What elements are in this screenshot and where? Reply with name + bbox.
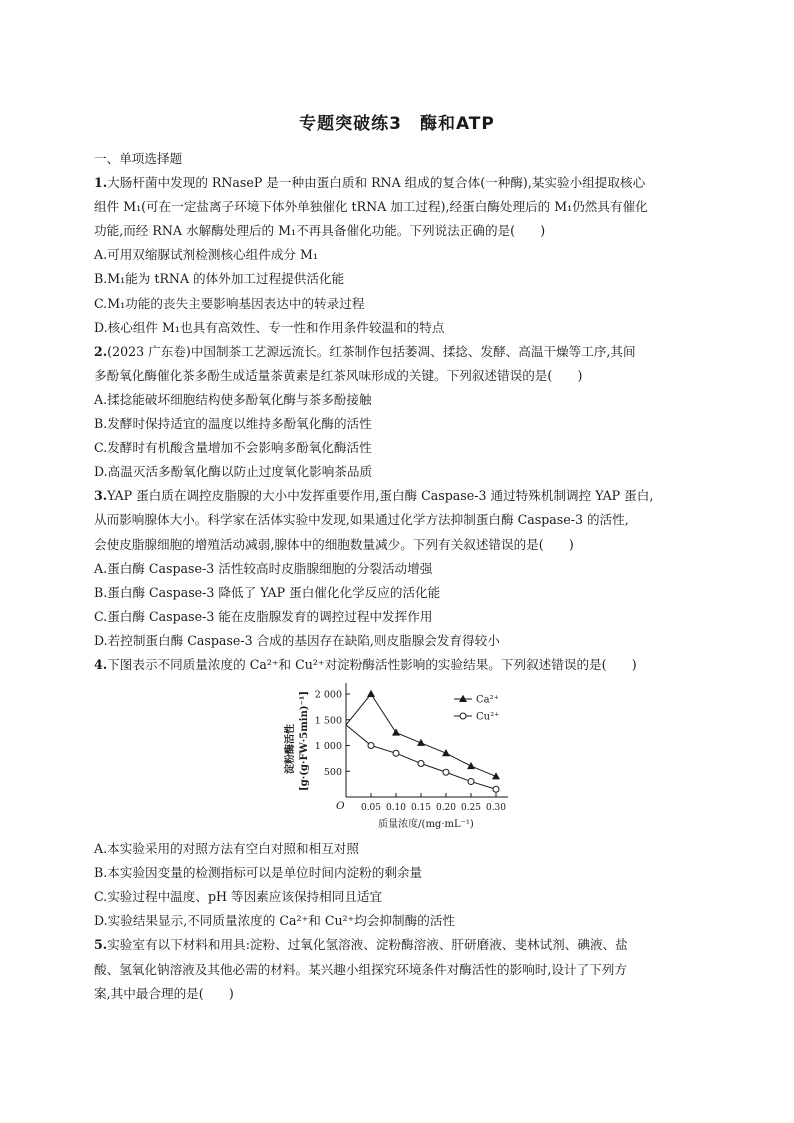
option-d: D.实验结果显示,不同质量浓度的 Ca²⁺和 Cu²⁺均会抑制酶的活性 [94, 913, 456, 929]
cu-data-point [468, 779, 474, 785]
x-tick-label: 0.10 [385, 803, 407, 814]
question-number: 3. [94, 488, 108, 504]
ca-data-point [442, 749, 450, 756]
option-b: B.本实验因变量的检测指标可以是单位时间内淀粉的剩余量 [94, 865, 423, 881]
question-number: 2. [94, 343, 108, 359]
option-b: B.发酵时保持适宜的温度以维持多酚氧化酶的活性 [94, 416, 372, 432]
legend-label-ca: Ca²⁺ [476, 694, 499, 706]
ca-data-point [392, 728, 400, 735]
y-axis-label: 淀粉酶活性 [285, 724, 296, 775]
section-heading: 一、单项选择题 [94, 151, 183, 166]
option-d: D.高温灭活多酚氧化酶以防止过度氧化影响茶品质 [94, 464, 373, 480]
line-chart-svg [274, 677, 534, 837]
y-tick-label: 2 000 [314, 689, 342, 701]
x-tick-label: 0.30 [485, 803, 507, 814]
cu-data-point [443, 769, 449, 775]
ca-data-point [467, 762, 475, 769]
option-c: C.M₁功能的丧失主要影响基因表达中的转录过程 [94, 295, 365, 311]
option-c: C.实验过程中温度、pH 等因素应该保持相同且适宜 [94, 889, 383, 905]
option-a: A.本实验采用的对照方法有空白对照和相互对照 [94, 841, 359, 857]
question-2-line-1: 2.(2023 广东卷)中国制茶工艺源远流长。红茶制作包括萎凋、揉捻、发酵、高温干燥等工序,其间 [94, 343, 636, 359]
question-number: 5. [94, 937, 108, 953]
option-a: A.揉捻能破坏细胞结构使多酚氧化酶与茶多酚接触 [94, 391, 372, 407]
question-1-line-2: 组件 M₁(可在一定盐离子环境下体外单独催化 tRNA 加工过程),经蛋白酶处理后的 M₁仍然具有催化 [94, 199, 648, 215]
question-1-line-1: 1.大肠杆菌中发现的 RNaseP 是一种由蛋白质和 RNA 组成的复合体(一种酶),某实验小组提取核心 [94, 175, 646, 191]
y-tick-label: 500 [323, 766, 342, 778]
question-1-line-3: 功能,而经 RNA 水解酶处理后的 M₁不再具备催化功能。下列说法正确的是( ) [94, 223, 546, 239]
ca-data-point [492, 772, 500, 779]
option-b: B.蛋白酶 Caspase-3 降低了 YAP 蛋白催化化学反应的活化能 [94, 584, 441, 600]
option-c: C.发酵时有机酸含量增加不会影响多酚氧化酶活性 [94, 440, 372, 456]
question-5-line-2: 酸、氢氧化钠溶液及其他必需的材料。某兴趣小组探究环境条件对酶活性的影响时,设计了下列方 [94, 961, 627, 977]
y-tick-label: 1 500 [314, 715, 342, 727]
question-3-line-2: 从而影响腺体大小。科学家在活体实验中发现,如果通过化学方法抑制蛋白酶 Caspase-3 的活性, [94, 512, 629, 528]
question-number: 4. [94, 656, 108, 672]
ca-data-point [417, 739, 425, 746]
option-b: B.M₁能为 tRNA 的体外加工过程提供活化能 [94, 271, 345, 287]
y-tick-label: 1 000 [314, 741, 342, 753]
question-number: 1. [94, 175, 108, 191]
legend-marker-ca [459, 695, 467, 702]
legend-label-cu: Cu²⁺ [476, 711, 500, 723]
legend-marker-cu [460, 713, 466, 719]
option-d: D.若控制蛋白酶 Caspase-3 合成的基因存在缺陷,则皮脂腺会发育得较小 [94, 632, 500, 648]
x-tick-label: 0.20 [435, 803, 457, 814]
page-title: 专题突破练3 酶和ATP [299, 114, 495, 134]
x-tick-label: 0.05 [360, 803, 382, 814]
option-d: D.核心组件 M₁也具有高效性、专一性和作用条件较温和的特点 [94, 319, 445, 335]
y-axis-unit-label: [g·(g·FW·5min)⁻¹] [299, 691, 310, 792]
option-a: A.可用双缩脲试剂检测核心组件成分 M₁ [94, 247, 318, 263]
cu-data-point [418, 761, 424, 767]
question-5-line-1: 5.实验室有以下材料和用具:淀粉、过氧化氢溶液、淀粉酶溶液、肝研磨液、斐林试剂、碘液、盐 [94, 937, 628, 953]
origin-label: O [336, 800, 345, 813]
question-body [94, 147, 700, 1006]
enzyme-activity-chart [94, 677, 700, 837]
cu-data-point [493, 786, 499, 792]
question-3-line-3: 会使皮脂腺细胞的增殖活动减弱,腺体中的细胞数量减少。下列有关叙述错误的是( ) [94, 536, 574, 552]
option-c: C.蛋白酶 Caspase-3 能在皮脂腺发育的调控过程中发挥作用 [94, 608, 433, 624]
option-a: A.蛋白酶 Caspase-3 活性较高时皮脂腺细胞的分裂活动增强 [94, 560, 433, 576]
x-tick-label: 0.15 [410, 803, 432, 814]
ca-data-point [367, 690, 375, 697]
cu-data-point [393, 750, 399, 756]
x-axis-label: 质量浓度/(mg·mL⁻¹) [378, 819, 474, 831]
x-tick-label: 0.25 [460, 803, 482, 814]
question-2-line-2: 多酚氧化酶催化茶多酚生成适量茶黄素是红茶风味形成的关键。下列叙述错误的是( ) [94, 367, 583, 383]
cu-data-point [368, 743, 374, 749]
question-4-line-1: 4.下图表示不同质量浓度的 Ca²⁺和 Cu²⁺对淀粉酶活性影响的实验结果。下列叙述错误的是( ) [94, 656, 637, 672]
question-5-line-3: 案,其中最合理的是( ) [94, 985, 234, 1001]
question-3-line-1: 3.YAP 蛋白质在调控皮脂腺的大小中发挥重要作用,蛋白酶 Caspase-3 通过特殊机制调控 YAP 蛋白, [94, 488, 654, 504]
